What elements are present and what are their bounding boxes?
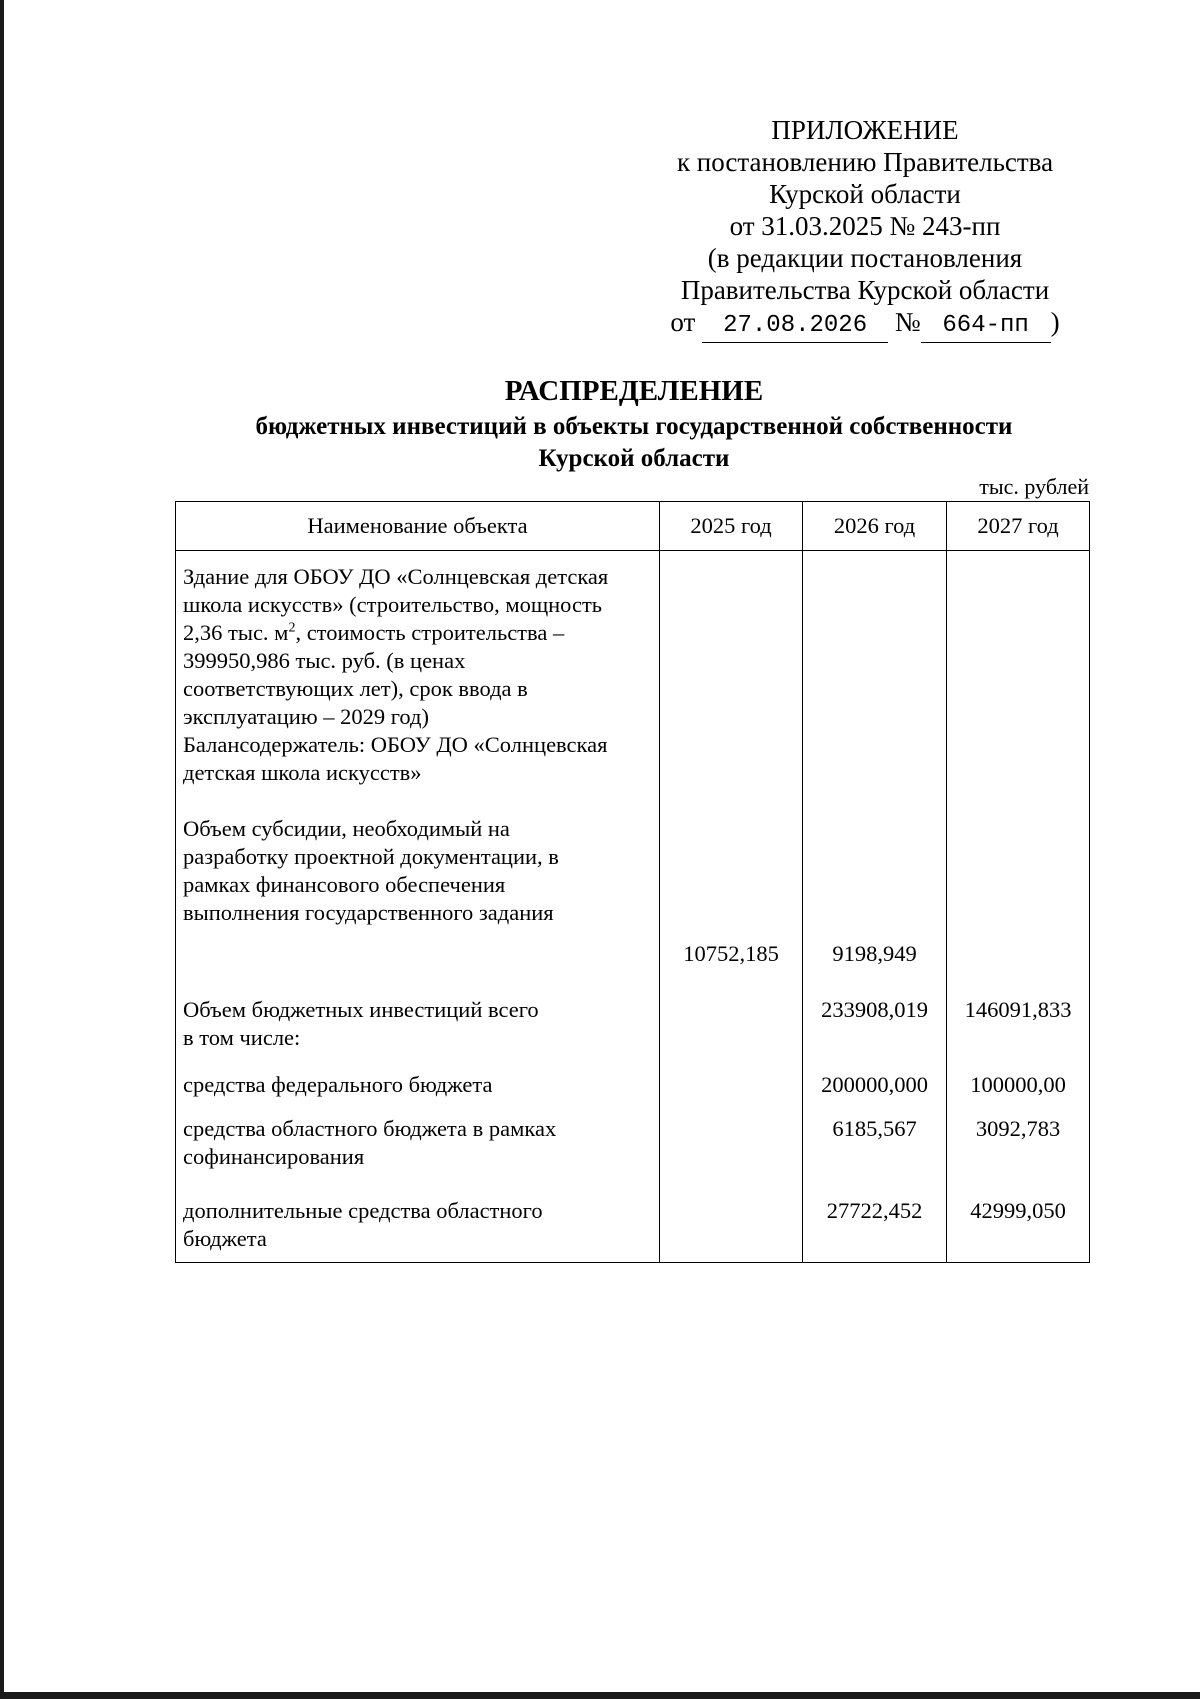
header-2026: 2026 год: [803, 502, 947, 551]
table-row: [176, 986, 1090, 1064]
spacer: [183, 787, 653, 815]
table-row: [176, 1064, 1090, 1110]
regional-cofinancing-2025: [660, 1110, 803, 1195]
investments-total-2025: [660, 986, 803, 1064]
header-2025: 2025 год: [660, 502, 803, 551]
regional-additional-2027: 42999,050: [947, 1195, 1090, 1263]
budget-table: [175, 501, 1090, 1263]
document-subtitle: [0, 411, 1200, 475]
subsidy-desc-line: выполнения государственного задания: [183, 900, 554, 925]
regional-additional-2025: [660, 1195, 803, 1263]
regional-additional-line: дополнительные средства областного: [183, 1197, 543, 1223]
object-desc-line: Балансодержатель: ОБОУ ДО «Солнцевская: [183, 732, 608, 757]
investments-total-2026: 233908,019: [803, 986, 947, 1064]
object-desc-text: 2,36 тыс. м: [183, 620, 289, 645]
regional-cofinancing-label: [176, 1110, 660, 1195]
table-header-row: [176, 502, 1090, 551]
header-2027: 2027 год: [947, 502, 1090, 551]
table-row: [176, 551, 1090, 940]
regional-cofinancing-line: софинансирования: [183, 1143, 365, 1169]
federal-label: средства федерального бюджета: [176, 1064, 660, 1110]
appendix-title: ПРИЛОЖЕНИЕ: [771, 115, 959, 145]
object-desc-line: Здание для ОБОУ ДО «Солнцевская детская: [183, 564, 609, 589]
subsidy-desc-line: разработку проектной документации, в: [183, 844, 559, 869]
object-desc-line: 399950,986 тыс. руб. (в ценах: [183, 648, 466, 673]
investments-total-line: в том числе:: [183, 1024, 301, 1050]
table-row: [176, 1195, 1090, 1263]
investments-total-label: [176, 986, 660, 1064]
table-row: [176, 940, 1090, 986]
federal-2026: 200000,000: [803, 1064, 947, 1110]
regional-additional-2026: 27722,452: [803, 1195, 947, 1263]
subtitle-line-2: Курской области: [538, 445, 730, 472]
subsidy-desc-line: рамках финансового обеспечения: [183, 872, 506, 897]
subsidy-values-label-cell: [176, 940, 660, 986]
subsidy-2026-value: 9198,949: [803, 940, 947, 986]
regional-additional-label: [176, 1195, 660, 1263]
subtitle-line-1: бюджетных инвестиций в объекты государственной собственности: [255, 413, 1013, 440]
appendix-line-4: (в редакции постановления: [707, 243, 1023, 273]
header-object-name: Наименование объекта: [176, 502, 660, 551]
object-description-cell: [176, 551, 660, 940]
federal-2025: [660, 1064, 803, 1110]
appendix-line-3: от 31.03.2025 № 243-пп: [729, 211, 1001, 241]
investments-total-2027: 146091,833: [947, 986, 1090, 1064]
appendix-revision-line: [640, 306, 1090, 343]
object-desc-line: детская школа искусств»: [183, 760, 422, 785]
subsidy-2027-cell: [947, 551, 1090, 940]
scan-bottom-edge: [0, 1692, 1200, 1699]
subsidy-2025-value: 10752,185: [660, 940, 803, 986]
regional-cofinancing-line: средства областного бюджета в рамках: [183, 1115, 557, 1141]
subsidy-2026-cell: [803, 551, 947, 940]
regional-cofinancing-2026: 6185,567: [803, 1110, 947, 1195]
regional-additional-line: бюджета: [183, 1225, 267, 1251]
object-desc-line: [183, 619, 653, 647]
federal-2027: 100000,00: [947, 1064, 1090, 1110]
closing-paren: ): [1050, 307, 1060, 337]
object-desc-line: соответствующих лет), срок ввода в: [183, 676, 528, 701]
scan-left-edge: [0, 0, 4, 1699]
document-title: РАСПРЕДЕЛЕНИЕ: [504, 375, 764, 407]
table-row: [176, 1110, 1090, 1195]
object-desc-line: школа искусств» (строительство, мощность: [183, 592, 603, 617]
subsidy-2025-cell: [660, 551, 803, 940]
regional-cofinancing-2027: 3092,783: [947, 1110, 1090, 1195]
from-label: от: [670, 307, 696, 337]
subsidy-2027-value: [947, 940, 1090, 986]
appendix-line-2: Курской области: [769, 179, 961, 209]
appendix-line-1: к постановлению Правительства: [676, 147, 1054, 177]
appendix-line-5: Правительства Курской области: [680, 275, 1050, 305]
revision-number: 664-пп: [921, 310, 1051, 343]
revision-date: 27.08.2026: [702, 310, 888, 343]
superscript-2: 2: [288, 620, 296, 636]
object-desc-line: эксплуатацию – 2029 год): [183, 704, 429, 729]
object-desc-text: , стоимость строительства –: [295, 620, 565, 645]
subsidy-desc-line: Объем субсидии, необходимый на: [183, 816, 510, 841]
investments-total-line: Объем бюджетных инвестиций всего: [183, 996, 539, 1022]
appendix-block: [640, 114, 1090, 343]
units-label: тыс. рублей: [979, 474, 1089, 499]
number-label: №: [894, 307, 921, 337]
